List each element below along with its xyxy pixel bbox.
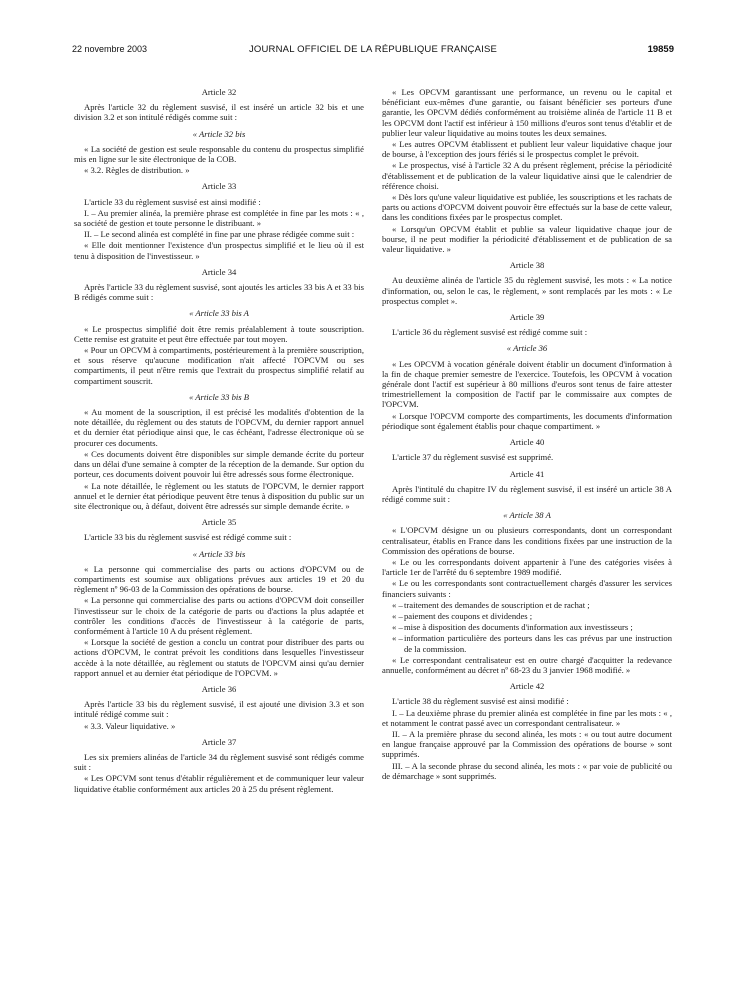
paragraph: « Le prospectus, visé à l'article 32 A du présent règlement, précise la périodicité d'établissement et de publication de la valeur liquidative ainsi que le calendrier de référence choisi. [382, 160, 672, 191]
paragraph: « Le ou les correspondants doivent appartenir à l'une des catégories visées à l'article 1er de l'arrêté du 6 septembre 1989 modifié. [382, 556, 672, 578]
paragraph: Après l'article 32 du règlement susvisé, il est inséré un article 32 bis et une division 3.2 et son intitulé rédigés comme suit : [74, 102, 364, 123]
article-heading: Article 40 [509, 437, 545, 448]
paragraph: « L'OPCVM désigne un ou plusieurs correspondants, dont un correspondant centralisateur, établis en France dans les conditions fixées par une instruction de la Commission des opérations de bourse. [382, 525, 672, 556]
paragraph: L'article 38 du règlement susvisé est ainsi modifié : [392, 696, 569, 707]
paragraph: « 3.2. Règles de distribution. » [84, 165, 190, 176]
article-heading: « Article 32 bis [192, 128, 246, 139]
paragraph: « Le correspondant centralisateur est en outre chargé d'acquitter la redevance annuelle, conformément au décret nº 68-23 du 3 janvier 1968 modifié. » [382, 654, 672, 675]
article-heading: « Article 38 A [503, 510, 551, 521]
list-dash: « – [392, 610, 403, 621]
list-item-text: mise à disposition des documents d'information aux investisseurs ; [404, 622, 633, 633]
article-heading: Article 42 [509, 681, 545, 692]
paragraph: « Le ou les correspondants sont contractuellement chargés d'assurer les services financiers suivants : [382, 578, 672, 599]
paragraph: « Lorsque l'OPCVM comporte des compartiments, les documents d'information périodique sont également établis pour chaque compartiment. » [382, 410, 672, 431]
paragraph: Après l'article 33 du règlement susvisé, sont ajoutés les articles 33 bis A et 33 bis B rédigés comme suit : [74, 282, 364, 303]
paragraph: L'article 37 du règlement susvisé est supprimé. [392, 452, 554, 463]
list-item [382, 600, 672, 610]
paragraph: I. – La deuxième phrase du premier alinéa est complétée in fine par les mots : « , et notamment le contrat passé avec un correspondant centralisateur. » [382, 707, 672, 728]
paragraph: « Lorsqu'un OPCVM établit et publie sa valeur liquidative chaque jour de bourse, il ne peut modifier la périodicité d'établissement et de publication de sa valeur liquidative. » [382, 223, 672, 255]
paragraph: Après l'article 33 bis du règlement susvisé, il est ajouté une division 3.3 et son intitulé rédigé comme suit : [74, 699, 364, 720]
article-heading: Article 32 [201, 87, 237, 97]
list-item [382, 633, 672, 653]
article-heading: « Article 33 bis A [189, 308, 249, 319]
paragraph: « La note détaillée, le règlement ou les statuts de l'OPCVM, le dernier rapport annuel et le dernier état périodique peuvent être tenus à disposition du public sur un site électronique ou, à défaut, doivent être adressés sur simple demande écrite. » [74, 480, 364, 511]
paragraph: « Lorsque la société de gestion a conclu un contrat pour distribuer des parts ou actions d'OPCVM, le contrat prévoit les conditions dans lesquelles l'investisseur accède à la note détaillée, au règlement ou statuts de l'OPCVM ainsi qu'au dernier rapport annuel et au dernier état périodique de l'OPCVM. » [74, 637, 364, 678]
list-item-text: paiement des coupons et dividendes ; [404, 610, 533, 621]
paragraph: « La personne qui commercialise des parts ou actions d'OPCVM doit conseiller l'investisseur sur le choix de la catégorie de parts ou d'actions la plus adaptée et contrôler les conditions d'accès de l'investisseur à la catégorie de parts, conformément à l'article 10 A du présent règlement. [74, 595, 364, 636]
list-dash: « – [392, 622, 403, 633]
page-header [72, 44, 674, 58]
paragraph: « Les OPCVM garantissant une performance, un revenu ou le capital et bénéficiant eux-mêmes d'une garantie, ou faisant bénéficier ses porteurs d'une garantie, les OPCVM dédiés conformément au troisième alinéa de l'article 11 B et les OPCVM dont l'actif est inférieur à 150 millions d'euros sont tenus d'établir et de publier leur valeur liquidative au moins toutes les deux semaines. [382, 87, 672, 138]
list-item [382, 611, 672, 621]
paragraph: « Le prospectus simplifié doit être remis préalablement à toute souscription. Cette remise est gratuite et peut être effectuée par tout moyen. [74, 323, 364, 344]
paragraph: « Dès lors qu'une valeur liquidative est publiée, les souscriptions et les rachats de parts ou actions d'OPCVM doivent pouvoir être effectués sur la base de cette valeur, dans les conditions fixées par le prospectus complet. [382, 192, 672, 223]
article-heading: Article 39 [509, 312, 545, 323]
paragraph: III. – A la seconde phrase du second alinéa, les mots : « par voie de publicité ou de démarchage » sont supprimés. [382, 760, 672, 781]
paragraph: « La société de gestion est seule responsable du contenu du prospectus simplifié mis en ligne sur le site électronique de la COB. [74, 143, 364, 165]
left-column [74, 87, 364, 795]
list-dash: « – [392, 599, 403, 610]
paragraph: L'article 33 bis du règlement susvisé est rédigé comme suit : [84, 532, 292, 543]
list-item-text: traitement des demandes de souscription et de rachat ; [404, 599, 590, 610]
paragraph: I. – Au premier alinéa, la première phrase est complétée in fine par les mots : « , sa société de gestion et toute personne le distribuant. » [74, 207, 364, 229]
article-heading: Article 35 [201, 517, 237, 528]
article-heading: Article 34 [201, 266, 237, 277]
header-date: 22 novembre 2003 [72, 44, 148, 54]
paragraph: « Au moment de la souscription, il est précisé les modalités d'obtention de la note détaillée, du règlement ou des statuts de l'OPCVM, du dernier rapport annuel et du dernier état périodique ainsi que, le cas échéant, l'adresse électronique où se procurer ces documents. [74, 407, 364, 448]
paragraph: Au deuxième alinéa de l'article 35 du règlement susvisé, les mots : « La notice d'information, ou, selon le cas, le règlement, » sont remplacés par les mots : « Le prospectus complet ». [382, 275, 672, 306]
list-dash: « – [392, 633, 403, 644]
paragraph: « Pour un OPCVM à compartiments, postérieurement à la première souscription, et sous réserve qu'aucune modification n'ait affecté l'OPCVM ou ses compartiments, il peut n'être remis que l'extrait du prospectus simplifié relatif au compartiment souscrit. [74, 345, 364, 386]
article-heading: « Article 33 bis B [189, 391, 249, 402]
article-heading: Article 36 [201, 683, 237, 694]
article-heading: Article 41 [509, 468, 545, 479]
paragraph: L'article 36 du règlement susvisé est rédigé comme suit : [392, 327, 588, 338]
list-item-text: information particulière des porteurs dans les cas prévus par une instruction de la commission. [404, 633, 672, 654]
paragraph: II. – Le second alinéa est complété in fine par une phrase rédigée comme suit : [84, 229, 355, 240]
journal-title: JOURNAL OFFICIEL DE LA RÉPUBLIQUE FRANÇAISE [248, 44, 498, 55]
article-heading: Article 37 [201, 736, 237, 747]
article-heading: « Article 36 [506, 343, 548, 354]
paragraph: « Les OPCVM sont tenus d'établir régulièrement et de communiquer leur valeur liquidative établie conformément aux articles 20 à 25 du présent règlement. [74, 773, 364, 794]
page-number: 19859 [647, 44, 674, 55]
right-column [382, 87, 672, 782]
paragraph: « La personne qui commercialise des parts ou actions d'OPCVM ou de compartiments est soumise aux obligations prévues aux articles 19 et 20 du règlement nº 96-03 de la Commission des opérations de bourse. [74, 563, 364, 595]
paragraph: L'article 33 du règlement susvisé est ainsi modifié : [84, 196, 261, 207]
list-item [382, 622, 672, 632]
article-heading: « Article 33 bis [192, 548, 246, 559]
paragraph: II. – A la première phrase du second alinéa, les mots : « ou tout autre document en langue française approuvé par la Commission des opérations de bourse » sont supprimés. [382, 728, 672, 760]
article-heading: Article 38 [509, 260, 545, 271]
paragraph: « 3.3. Valeur liquidative. » [84, 720, 176, 731]
paragraph: « Les OPCVM à vocation générale doivent établir un document d'information à la fin de chaque premier semestre de l'exercice. Toutefois, les OPCVM à vocation générale dont l'actif est supérieur à 80 millions d'euros sont tenus de faire attester trimestriellement la composition de l'actif par le commissaire aux comptes de l'OPCVM. [382, 358, 672, 410]
paragraph: « Elle doit mentionner l'existence d'un prospectus simplifié et le lieu où il est tenu à disposition de l'investisseur. » [74, 240, 364, 261]
paragraph: « Les autres OPCVM établissent et publient leur valeur liquidative chaque jour de bourse, à l'exception des jours fériés si le prospectus complet le prévoit. [382, 139, 672, 160]
article-heading: Article 33 [201, 181, 237, 192]
paragraph: Les six premiers alinéas de l'article 34 du règlement susvisé sont rédigés comme suit : [74, 751, 364, 773]
paragraph: Après l'intitulé du chapitre IV du règlement susvisé, il est inséré un article 38 A rédigé comme suit : [382, 483, 672, 504]
paragraph: « Ces documents doivent être disponibles sur simple demande écrite du porteur dans un délai d'une semaine à compter de la réception de la demande. Sur option du porteur, ces documents doivent pouvoir lui être adressés sous forme électronique. [74, 448, 364, 480]
